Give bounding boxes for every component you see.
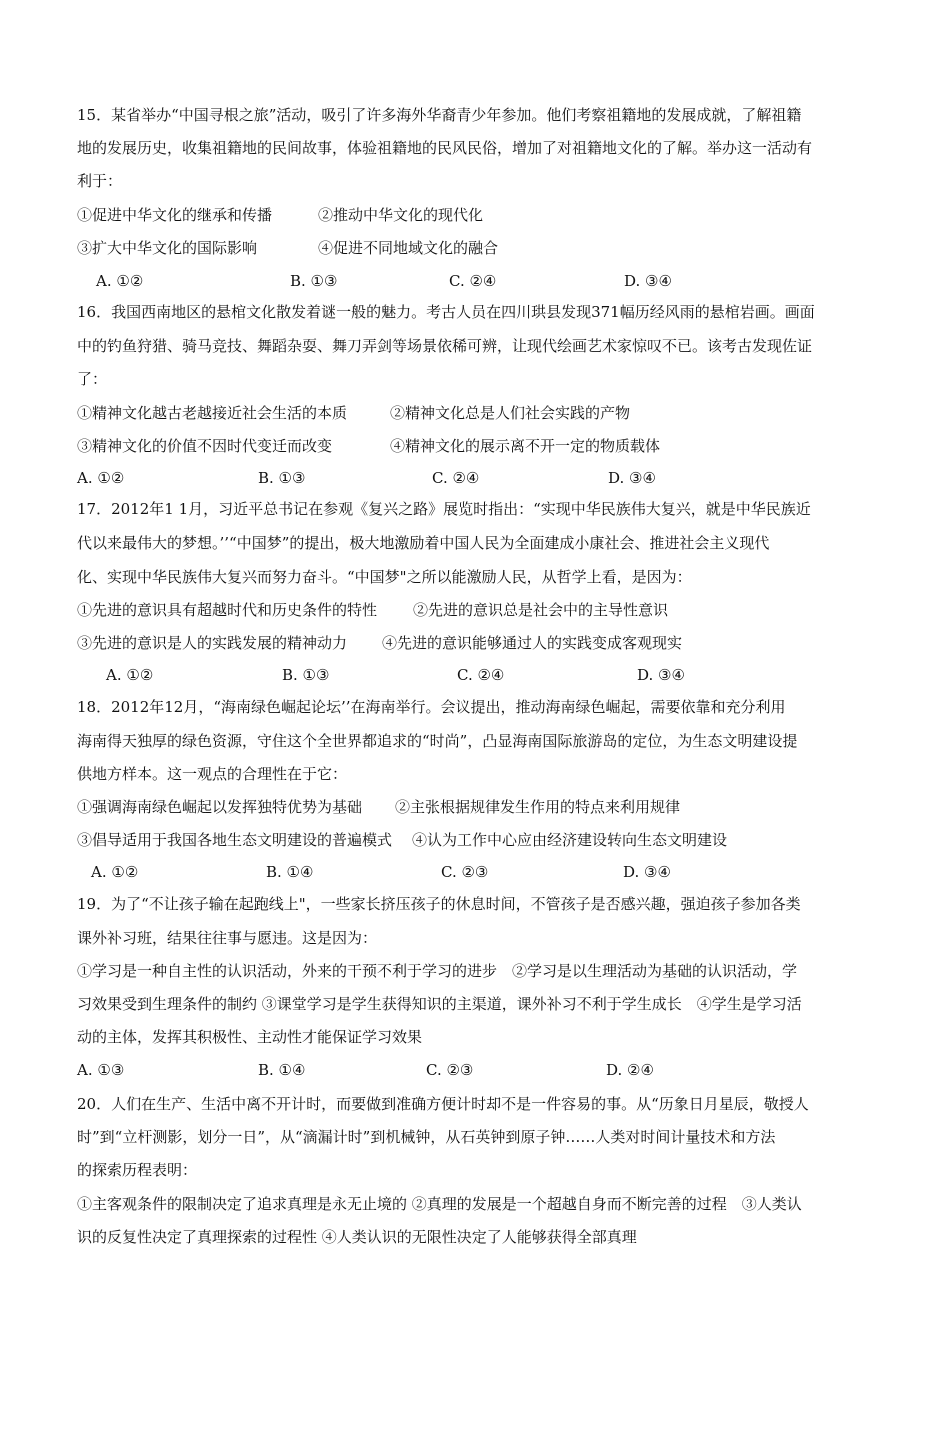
question-15-stem-line-2: 地的发展历史，收集祖籍地的民间故事，体验祖籍地的民风民俗，增加了对祖籍地文化的了解。举办这一活动有 [77,139,813,157]
question-20-stem-line-2: 时”到“立杆测影，划分一日”，从“滴漏计时”到机械钟，从石英钟到原子钟……人类对时间计量技术和方法 [77,1128,776,1146]
question-18-choice-2: ②主张根据规律发生作用的特点来利用规律 [395,798,681,816]
question-17-choice-1: ①先进的意识具有超越时代和历史条件的特性 [77,601,378,619]
question-18-stem-line-2: 海南得天独厚的绿色资源，守住这个全世界都追求的“时尚”，凸显海南国际旅游岛的定位，为生态文明建设提 [77,732,798,750]
question-16-option-d: D. ③④ [608,469,656,487]
question-17-option-b: B. ①③ [282,666,330,684]
question-18-option-c: C. ②③ [441,863,489,881]
question-20-choice-line-1: ①主客观条件的限制决定了追求真理是永无止境的 ②真理的发展是一个超越自身而不断完善的过程 ③人类认 [77,1195,802,1213]
question-16-option-a: A. ①② [77,469,125,487]
question-17-choice-2: ②先进的意识总是社会中的主导性意识 [413,601,669,619]
question-17-choice-4: ④先进的意识能够通过人的实践变成客观现实 [382,634,683,652]
question-18-option-b: B. ①④ [266,863,314,881]
question-19-option-a: A. ①③ [77,1061,125,1079]
question-19-stem-line-2: 课外补习班，结果往往事与愿违。这是因为： [77,929,378,947]
question-15-option-c: C. ②④ [449,272,497,290]
question-17-choice-3: ③先进的意识是人的实践发展的精神动力 [77,634,348,652]
question-17-stem-line-3: 化、实现中华民族伟大复兴而努力奋斗。“中国梦"之所以能激励人民，从哲学上看，是因为： [77,568,692,586]
question-19-option-b: B. ①④ [258,1061,306,1079]
question-20-choice-line-2: 识的反复性决定了真理探索的过程性 ④人类认识的无限性决定了人能够获得全部真理 [77,1228,637,1246]
question-16-choice-2: ②精神文化总是人们社会实践的产物 [390,404,631,422]
question-15-choice-2: ②推动中华文化的现代化 [318,206,484,224]
question-19-option-d: D. ②④ [606,1061,654,1079]
question-18-choice-3: ③倡导适用于我国各地生态文明建设的普遍模式 [77,831,393,849]
question-17-option-d: D. ③④ [637,666,685,684]
question-19-choice-line-2: 习效果受到生理条件的制约 ③课堂学习是学生获得知识的主渠道，课外补习不利于学生成长 ④学生是学习活 [77,995,802,1013]
question-19-choice-line-1: ①学习是一种自主性的认识活动，外来的干预不利于学习的进步 ②学习是以生理活动为基础的认识活动，学 [77,962,798,980]
question-15-stem-line-1: 15．某省举办“中国寻根之旅”活动，吸引了许多海外华裔青少年参加。他们考察祖籍地的发展成就，了解祖籍 [77,106,802,124]
question-18-choice-1: ①强调海南绿色崛起以发挥独特优势为基础 [77,798,363,816]
question-17-stem-line-2: 代以来最伟大的梦想。’’“中国梦”的提出，极大地激励着中国人民为全面建成小康社会、推进社会主义现代 [77,534,770,552]
question-16-option-c: C. ②④ [432,469,480,487]
question-16-stem-line-1: 16．我国西南地区的悬棺文化散发着谜一般的魅力。考古人员在四川珙县发现371幅历经风雨的悬棺岩画。画面 [77,303,815,321]
question-16-choice-1: ①精神文化越古老越接近社会生活的本质 [77,404,348,422]
question-17-stem-line-1: 17．2012年1 1月，习近平总书记在参观《复兴之路》展览时指出：“实现中华民族伟大复兴，就是中华民族近 [77,500,811,518]
question-15-option-a: A. ①② [96,272,144,290]
question-20-stem-line-3: 的探索历程表明： [77,1161,198,1179]
question-15-option-b: B. ①③ [290,272,338,290]
question-15-choice-3: ③扩大中华文化的国际影响 [77,239,258,257]
question-18-choice-4: ④认为工作中心应由经济建设转向生态文明建设 [412,831,728,849]
question-16-choice-3: ③精神文化的价值不因时代变迁而改变 [77,437,333,455]
question-18-stem-line-3: 供地方样本。这一观点的合理性在于它： [77,765,348,783]
question-19-choice-line-3: 动的主体，发挥其积极性、主动性才能保证学习效果 [77,1028,423,1046]
question-16-stem-line-3: 了： [77,370,108,388]
question-18-stem-line-1: 18．2012年12月，“海南绿色崛起论坛’’在海南举行。会议提出，推动海南绿色崛起，需要依靠和充分利用 [77,698,786,716]
question-15-option-d: D. ③④ [624,272,672,290]
question-16-choice-4: ④精神文化的展示离不开一定的物质载体 [390,437,661,455]
question-19-option-c: C. ②③ [426,1061,474,1079]
question-18-option-d: D. ③④ [623,863,671,881]
question-15-stem-line-3: 利于： [77,172,123,190]
question-15-choice-4: ④促进不同地域文化的融合 [318,239,499,257]
question-15-choice-1: ①促进中华文化的继承和传播 [77,206,273,224]
question-18-option-a: A. ①② [91,863,139,881]
question-20-stem-line-1: 20．人们在生产、生活中离不开计时，而要做到准确方便计时却不是一件容易的事。从“历象日月星辰，敬授人 [77,1095,809,1113]
question-19-stem-line-1: 19．为了“不让孩子输在起跑线上"，一些家长挤压孩子的休息时间，不管孩子是否感兴趣，强迫孩子参加各类 [77,895,801,913]
question-17-option-a: A. ①② [106,666,154,684]
question-17-option-c: C. ②④ [457,666,505,684]
question-16-stem-line-2: 中的钓鱼狩猎、骑马竞技、舞蹈杂耍、舞刀弄剑等场景依稀可辨，让现代绘画艺术家惊叹不已。该考古发现佐证 [77,337,813,355]
question-16-option-b: B. ①③ [258,469,306,487]
